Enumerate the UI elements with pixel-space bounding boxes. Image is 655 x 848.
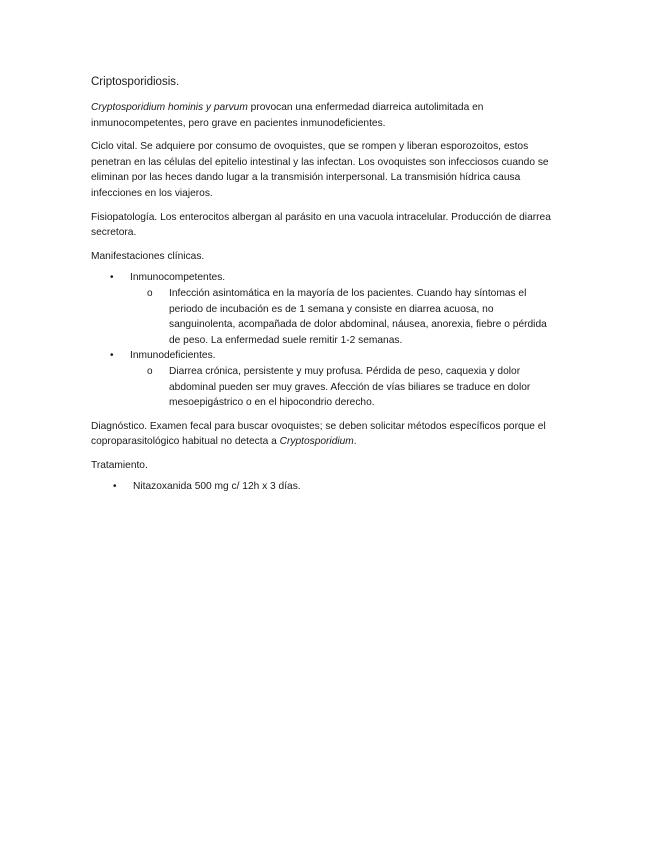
tratamiento-list	[91, 479, 551, 495]
tratamiento-item: Nitazoxanida 500 mg c/ 12h x 3 días.	[133, 481, 301, 493]
diagnostico-organism: Cryptosporidium	[279, 436, 354, 448]
document-title: Criptosporidiosis.	[91, 76, 180, 88]
manifestaciones-heading: Manifestaciones clínicas.	[91, 250, 205, 262]
diagnostico-paragraph	[91, 419, 551, 450]
list-item	[91, 348, 551, 410]
sub-list	[91, 364, 551, 411]
sub-list-item	[91, 364, 551, 411]
sub-bullet-icon: o	[147, 365, 153, 377]
list-item	[91, 479, 551, 495]
tratamiento-heading: Tratamiento.	[91, 459, 148, 471]
diagnostico-text: Diagnóstico. Examen fecal para buscar ovoquistes; se deben solicitar métodos específicos porque el coproparasitológico habitual no detecta a	[91, 420, 546, 448]
bullet-icon: •	[110, 350, 114, 362]
document-page	[91, 74, 551, 495]
bullet-icon: •	[113, 481, 117, 493]
manifestacion-label: Inmunodeficientes.	[130, 350, 216, 362]
manifestacion-detail: Diarrea crónica, persistente y muy profusa. Pérdida de peso, caquexia y dolor abdominal pueden ser muy graves. Afección de vías biliares se traduce en dolor mesoepigástrico o en el hipocondrio derecho.	[169, 365, 531, 409]
fisiopatologia-paragraph: Fisiopatología. Los enterocitos albergan al parásito en una vacuola intracelular. Producción de diarrea secretora.	[91, 211, 551, 239]
manifestaciones-list	[91, 270, 551, 410]
ciclo-vital-paragraph: Ciclo vital. Se adquiere por consumo de ovoquistes, que se rompen y liberan esporozoitos, estos penetran en las células del epitelio intestinal y las infectan. Los ovoquistes son infecciosos cuando se eliminan por las heces dando lugar a la transmisión interpersonal. La transmisión hídrica causa infecciones en los viajeros.	[91, 141, 549, 199]
sub-list-item	[91, 286, 551, 348]
list-item	[91, 270, 551, 348]
sub-bullet-icon: o	[147, 287, 153, 299]
spacer	[91, 411, 551, 419]
sub-list	[91, 286, 551, 348]
intro-species: Cryptosporidium hominis y parvum	[91, 102, 248, 113]
bullet-icon: •	[110, 272, 114, 284]
intro-paragraph	[91, 100, 551, 131]
manifestacion-label: Inmunocompetentes.	[130, 272, 226, 284]
manifestacion-detail: Infección asintomática en la mayoría de los pacientes. Cuando hay síntomas el periodo de incubación es de 1 semana y consiste en diarrea acuosa, no sanguinolenta, acompañada de dolor abdominal, náusea, anorexia, fiebre o pérdida de peso. La enfermedad suele remitir 1-2 semanas.	[169, 287, 547, 346]
intro-text: provocan una enfermedad diarreica autolimitada en inmunocompetentes, pero grave en pacientes inmunodeficientes.	[91, 102, 484, 129]
diagnostico-end: .	[353, 436, 357, 448]
